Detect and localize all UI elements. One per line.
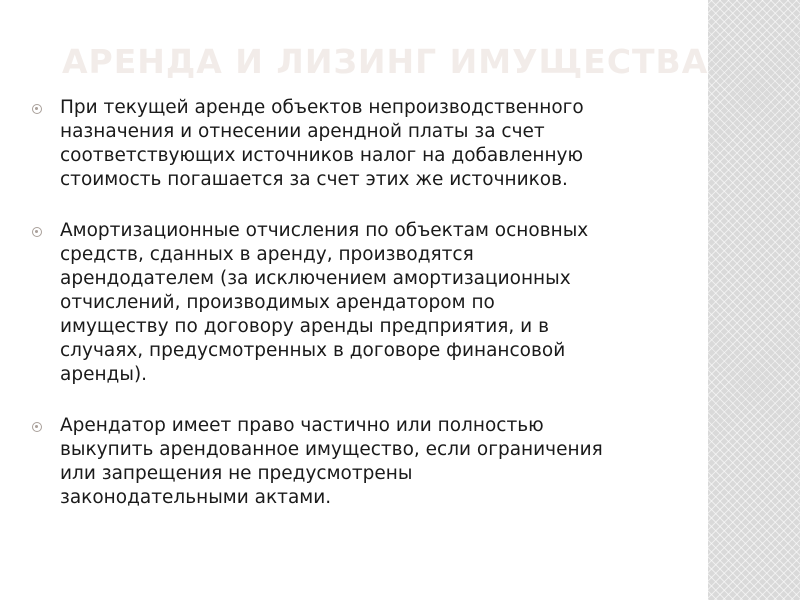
bullet-text: Арендатор имеет право частично или полностью выкупить арендованное имущество, если ограничения или запрещения не предусмотрены законодательными актами. bbox=[60, 415, 603, 508]
circle-bullet-icon bbox=[32, 422, 42, 432]
circle-bullet-icon bbox=[32, 104, 42, 114]
bullet-item bbox=[32, 96, 692, 192]
slide-title: АРЕНДА И ЛИЗИНГ ИМУЩЕСТВА bbox=[62, 42, 709, 81]
bullet-text: Амортизационные отчисления по объектам основных средств, сданных в аренду, производятся арендодателем (за исключением амортизационных отчислений, производимых арендатором по имуществу по договору аренды предприятия, и в случаях, предусмотренных в договоре финансовой аренды). bbox=[60, 220, 589, 385]
circle-bullet-icon bbox=[32, 227, 42, 237]
bullet-list bbox=[32, 96, 692, 537]
bullet-text: При текущей аренде объектов непроизводственного назначения и отнесении арендной платы за счет соответствующих источников налог на добавленную стоимость погашается за счет этих же источников. bbox=[60, 97, 584, 190]
decorative-side-panel bbox=[708, 0, 800, 600]
bullet-item bbox=[32, 414, 692, 510]
bullet-item bbox=[32, 219, 692, 387]
